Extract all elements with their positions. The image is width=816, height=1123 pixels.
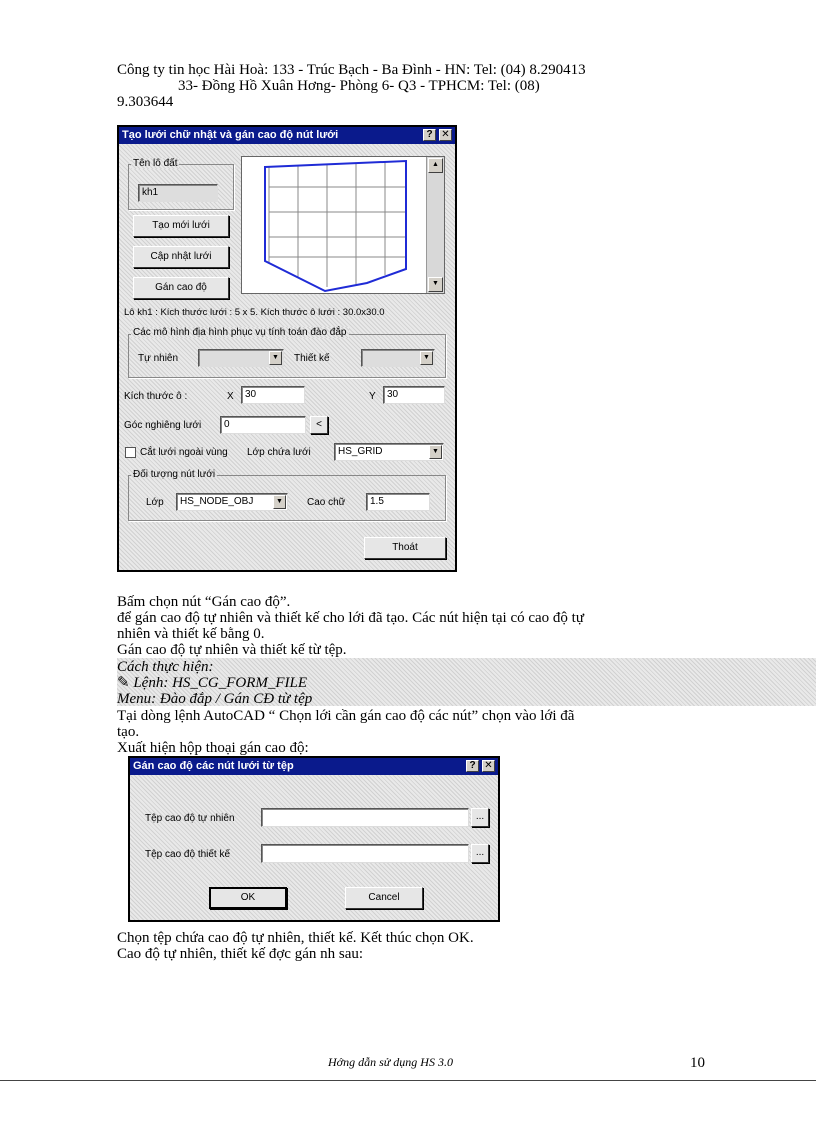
node-group-label: Đối tượng nút lưới xyxy=(133,469,216,480)
command-line xyxy=(117,675,307,692)
paragraph-dialog-appears: Xuất hiện hộp thoại gán cao độ: xyxy=(117,740,309,756)
natural-file-input[interactable] xyxy=(261,808,469,827)
lot-group-label: Tên lô đất xyxy=(133,158,178,169)
cell-size-x-input[interactable]: 30 xyxy=(241,386,305,404)
paragraph-press-button: Bấm chọn nút “Gán cao độ”. xyxy=(117,594,291,610)
cell-size-label: Kích thước ô : xyxy=(124,391,188,402)
assign-elevation-from-file-dialog xyxy=(128,756,500,922)
company-header-line2: 33- Đồng Hồ Xuân Hơng- Phòng 6- Q3 - TPHCM: Tel: (08) xyxy=(178,78,540,94)
browse-natural-file-button[interactable]: ... xyxy=(471,808,489,827)
node-layer-value: HS_NODE_OBJ xyxy=(180,496,254,507)
close-icon[interactable]: ✕ xyxy=(439,129,452,141)
chevron-down-icon[interactable]: ▼ xyxy=(273,495,286,509)
menu-path: Menu: Đào đắp / Gán CĐ từ tệp xyxy=(117,691,313,707)
text-height-label: Cao chữ xyxy=(307,497,346,508)
notepad-pencil-icon: ✎ xyxy=(117,675,130,691)
ok-button[interactable]: OK xyxy=(209,887,287,909)
text-height-input[interactable]: 1.5 xyxy=(366,493,430,511)
chevron-down-icon[interactable]: ▼ xyxy=(420,351,433,365)
scroll-down-icon[interactable]: ▼ xyxy=(428,277,443,292)
footer-title: Hớng dẫn sử dụng HS 3.0 xyxy=(328,1055,453,1069)
paragraph-from-file: Gán cao độ tự nhiên và thiết kế từ tệp. xyxy=(117,642,347,658)
close-icon[interactable]: ✕ xyxy=(482,760,495,772)
grid-drawing xyxy=(243,157,427,293)
models-group-label: Các mô hình địa hình phục vụ tính toán đào đắp xyxy=(133,327,347,338)
grid-angle-input[interactable]: 0 xyxy=(220,416,306,434)
pick-angle-button[interactable]: < xyxy=(310,416,328,434)
browse-design-file-button[interactable]: ... xyxy=(471,844,489,863)
chevron-down-icon[interactable]: ▼ xyxy=(429,445,442,459)
clip-grid-label: Cắt lưới ngoài vùng xyxy=(140,447,228,458)
paragraph-select-grid-line1: Tại dòng lệnh AutoCAD “ Chọn lới cần gán cao độ các nút” chọn vào lới đã xyxy=(117,708,575,724)
natural-file-label: Tệp cao độ tự nhiên xyxy=(145,813,235,824)
paragraph-choose-file: Chọn tệp chứa cao độ tự nhiên, thiết kế. Kết thúc chọn OK. xyxy=(117,930,474,946)
paragraph-result: Cao độ tự nhiên, thiết kế đợc gán nh sau: xyxy=(117,946,364,962)
x-label: X xyxy=(227,391,234,402)
company-header-line1: Công ty tin học Hài Hoà: 133 - Trúc Bạch - Ba Đình - HN: Tel: (04) 8.290413 xyxy=(117,62,586,78)
node-layer-label: Lớp xyxy=(146,497,164,508)
scroll-up-icon[interactable]: ▲ xyxy=(428,158,443,173)
how-to-label: Cách thực hiện: xyxy=(117,659,214,675)
command-text: Lệnh: HS_CG_FORM_FILE xyxy=(133,675,308,691)
company-header-line3: 9.303644 xyxy=(117,94,174,110)
grid-preview-canvas xyxy=(241,156,445,294)
y-label: Y xyxy=(369,391,376,402)
natural-model-combo[interactable] xyxy=(198,349,284,367)
dialog-title-bar xyxy=(119,127,455,144)
dialog2-title-bar xyxy=(130,758,498,775)
grid-layer-label: Lớp chứa lưới xyxy=(247,447,311,458)
chevron-down-icon[interactable]: ▼ xyxy=(269,351,282,365)
update-grid-button[interactable]: Cập nhật lưới xyxy=(133,246,229,268)
clip-grid-checkbox[interactable] xyxy=(125,447,136,458)
footer-divider xyxy=(0,1080,816,1081)
create-grid-dialog xyxy=(117,125,457,572)
paragraph-assign-line1: để gán cao độ tự nhiên và thiết kế cho lới đã tạo. Các nút hiện tại có cao độ tự xyxy=(117,610,584,626)
design-model-label: Thiết kế xyxy=(294,353,330,364)
design-file-input[interactable] xyxy=(261,844,469,863)
preview-scrollbar[interactable] xyxy=(426,157,444,293)
create-grid-button[interactable]: Tạo mới lưới xyxy=(133,215,229,237)
dialog2-title: Gán cao độ các nút lưới từ tệp xyxy=(133,760,294,772)
grid-info-text: Lô kh1 : Kích thước lưới : 5 x 5. Kích thước ô lưới : 30.0x30.0 xyxy=(124,307,385,318)
help-icon[interactable]: ? xyxy=(466,760,479,772)
grid-layer-combo[interactable] xyxy=(334,443,444,461)
dialog-title: Tạo lưới chữ nhật và gán cao độ nút lưới xyxy=(122,129,339,141)
assign-elevation-button[interactable]: Gán cao độ xyxy=(133,277,229,299)
natural-model-label: Tự nhiên xyxy=(138,353,179,364)
help-icon[interactable]: ? xyxy=(423,129,436,141)
design-file-label: Tệp cao độ thiết kế xyxy=(145,849,231,860)
grid-layer-value: HS_GRID xyxy=(338,446,383,457)
paragraph-assign-line2: nhiên và thiết kế bằng 0. xyxy=(117,626,265,642)
cell-size-y-input[interactable]: 30 xyxy=(383,386,445,404)
lot-name-field[interactable]: kh1 xyxy=(138,184,218,202)
exit-button[interactable]: Thoát xyxy=(364,537,446,559)
design-model-combo[interactable] xyxy=(361,349,435,367)
node-layer-combo[interactable] xyxy=(176,493,288,511)
grid-angle-label: Góc nghiêng lưới xyxy=(124,420,202,431)
paragraph-select-grid-line2: tạo. xyxy=(117,724,140,740)
page-number: 10 xyxy=(690,1055,705,1071)
cancel-button[interactable]: Cancel xyxy=(345,887,423,909)
